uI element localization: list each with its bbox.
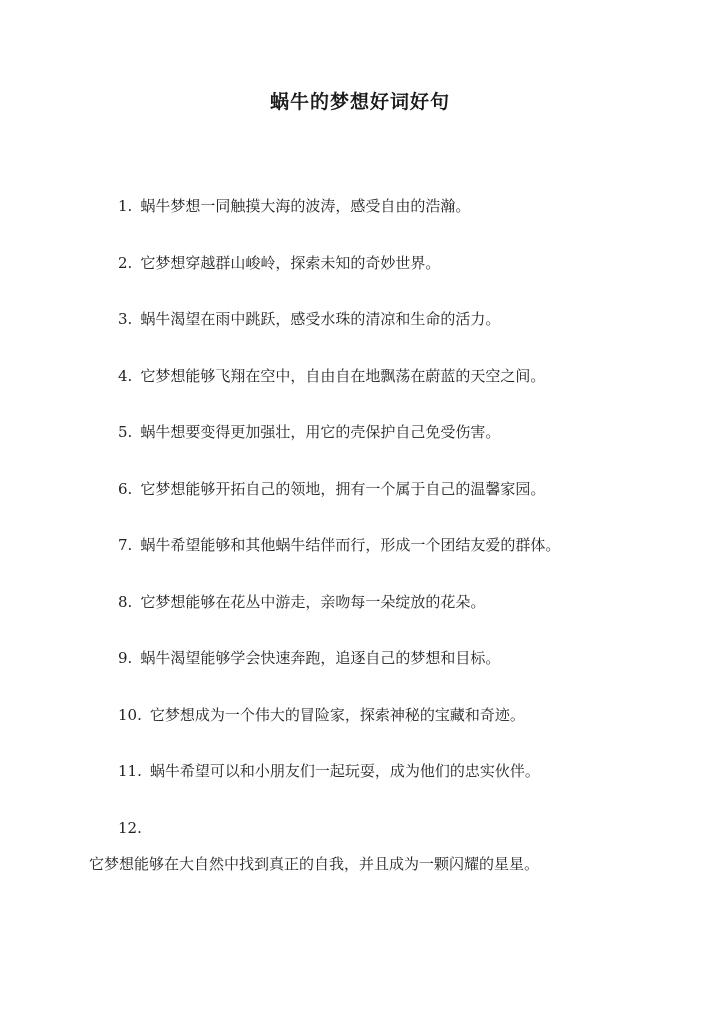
list-item [118,252,708,309]
item-number: 8. [118,592,133,611]
list-item [118,647,708,704]
wrapped-item-text: 它梦想能够在大自然中找到真正的自我，并且成为一颗闪耀的星星。 [89,855,540,873]
document-title: 蜗牛的梦想好词好句 [269,91,450,113]
item-number: 9. [118,649,133,667]
item-number: 10. [118,705,142,724]
sentence-list [118,195,708,873]
item-text: 蜗牛梦想一同触摸大海的波涛，感受自由的浩瀚。 [140,197,471,215]
item-number: 6. [118,479,133,498]
item-number: 7. [118,536,133,554]
list-item [118,365,708,422]
list-item [118,478,708,535]
item-number: 3. [118,310,133,328]
item-number: 5. [118,423,133,441]
item-text: 蜗牛想要变得更加强壮，用它的壳保护自己免受伤害。 [140,423,501,441]
list-item [118,760,708,817]
item-text: 蜗牛渴望能够学会快速奔跑，追逐自己的梦想和目标。 [140,649,501,667]
item-number: 1. [118,197,133,215]
list-item [118,704,708,761]
item-text: 它梦想穿越群山峻岭，探索未知的奇妙世界。 [140,253,441,272]
item-text: 它梦想能够开拓自己的领地，拥有一个属于自己的温馨家园。 [140,479,546,498]
item-text: 它梦想能够飞翔在空中，自由自在地飘荡在蔚蓝的天空之间。 [140,366,546,385]
item-number: 11. [118,762,142,780]
list-item [118,195,708,252]
list-item [118,308,708,365]
item-number: 4. [118,366,133,385]
item-text: 蜗牛希望能够和其他蜗牛结伴而行，形成一个团结友爱的群体。 [140,536,561,554]
item-number: 2. [118,253,133,272]
list-item [118,421,708,478]
list-item [118,591,708,648]
list-item [118,534,708,591]
item-text: 它梦想成为一个伟大的冒险家，探索神秘的宝藏和奇迹。 [149,705,525,724]
item-text: 它梦想能够在花丛中游走，亲吻每一朵绽放的花朵。 [140,592,486,611]
item-number: 12. [118,818,142,837]
item-text: 蜗牛希望可以和小朋友们一起玩耍，成为他们的忠实伙伴。 [149,762,540,780]
item-text: 蜗牛渴望在雨中跳跃，感受水珠的清凉和生命的活力。 [140,310,501,328]
